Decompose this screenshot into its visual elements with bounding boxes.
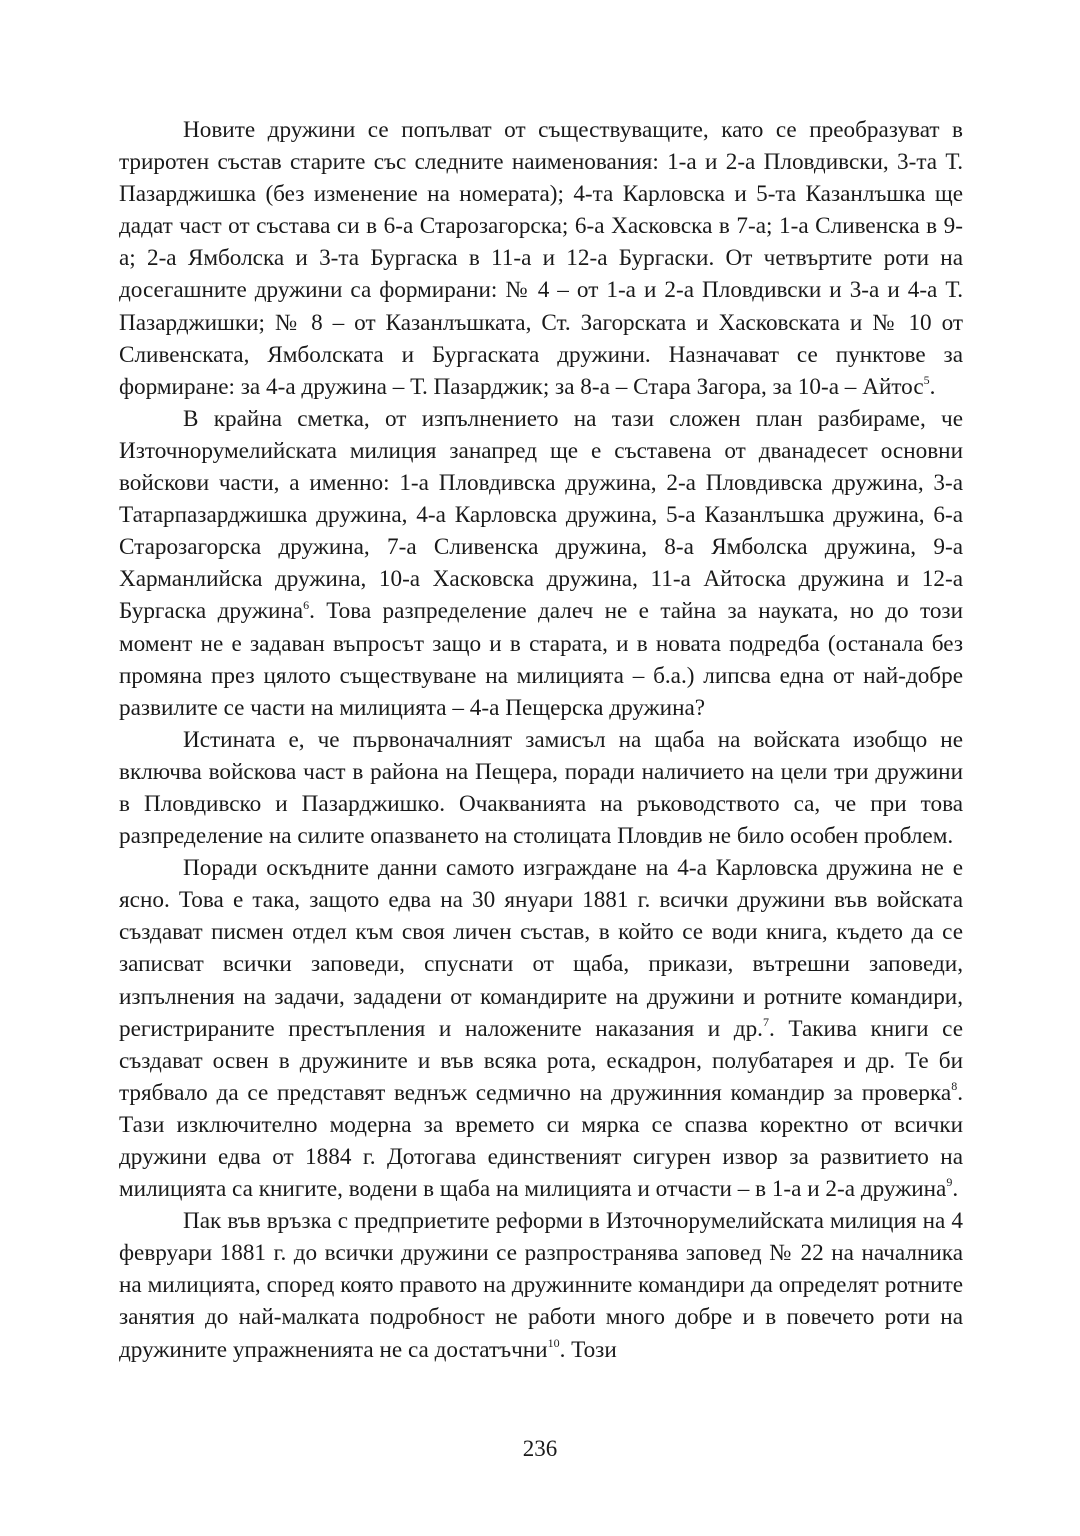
paragraph-text: . (952, 1176, 959, 1203)
paragraph-text: Пак във връзка с предприетите реформи в Източнорумелийската милиция на 4 февруари 1881 г. до всички дружини се разпространява заповед № 22 на началника на милицията, според която правото на дружинните командири да определят ротните занятия до най-малката подробност не работи много добре и в повечето роти на дружините упражненията не са достатъчни (119, 1208, 963, 1363)
paragraph-text: Истината е, че първоначалният замисъл на щаба на войската изобщо не включва войскова част в района на Пещера, поради наличието на цели три дружини в Пловдивско и Пазарджишко. Очакванията на ръководството са, че при това разпределение на силите опазването на столицата Пловдив не било особен проблем. (119, 726, 963, 850)
paragraph-text: Новите дружини се попълват от съществуващите, като се преобразуват в триротен състав старите със следните наименования: 1-а и 2-а Пловдивски, 3-та Т. Пазарджишка (без изменение на номерата); 4-та Карловска и 5-та Казанлъшка ще дадат част от състава си в 6-а Старозагорска; 6-а Хасковска в 7-а; 1-а Сливенска в 9-а; 2-а Ямболска и 3-та Бургаска в 11-а и 12-а Бургаски. От четвъртите роти на досегашните дружини са формирани: № 4 – от 1-а и 2-а Пловдивски и 3-а и 4-а Т. Пазарджишки; № 8 – от Казанлъшката, Ст. Загорската и Хасковската и № 10 от Сливенската, Ямболската и Бургаската дружини. Назначават се пунктове за формиране: за 4-а дружина – Т. Пазарджик; за 8-а – Стара Загора, за 10-а – Айтос (119, 117, 963, 400)
footnote-marker: 6 (303, 597, 310, 612)
paragraph-text: . Това разпределение далеч не е тайна за науката, но до този момент не е задаван въпросът защо и в старата, и в новата подредба (останала без промяна през цялото съществуване на милицията – б.а.) липсва една от най-добре развилите се части на милицията – 4-а Пещерска дружина? (119, 598, 963, 721)
footnote-marker: 9 (946, 1175, 953, 1190)
paragraph-text: . (929, 373, 936, 400)
paragraph-text: Поради оскъдните данни самото изграждане на 4-а Карловска дружина не е ясно. Това е така, защото едва на 30 януари 1881 г. всички дружини във войската създават писмен отдел към своя личен състав, в който се води книга, където да се записват всички заповеди, спуснати от щаба, прикази, вътрешни заповеди, изпълнения на задачи, зададени от командирите на дружини и ротните командири, регистрираните престъпления и наложените наказания и др. (119, 855, 963, 1042)
paragraph (119, 852, 963, 1205)
paragraph (119, 724, 963, 852)
paragraph (119, 1205, 963, 1365)
paragraph (119, 403, 963, 724)
paragraph-text: . Този (559, 1336, 617, 1363)
paragraph-text: В крайна сметка, от изпълнението на тази сложен план разбираме, че Източнорумелийската милиция занапред ще е съставена от дванадесет основни войскови части, а именно: 1-а Пловдивска дружина, 2-а Пловдивска дружина, 3-а Татарпазарджишка дружина, 4-а Карловска дружина, 5-а Казанлъшка дружина, 6-а Старозагорска дружина, 7-а Сливенска дружина, 8-а Ямболска дружина, 9-а Харманлийска дружина, 10-а Хасковска дружина, 11-а Айтоска дружина и 12-а Бургаска дружина (119, 405, 963, 625)
document-page (119, 114, 963, 1366)
footnote-marker: 8 (951, 1079, 958, 1094)
footnote-marker: 7 (762, 1014, 769, 1029)
page-number: 236 (522, 1436, 558, 1461)
paragraph (119, 114, 963, 403)
paragraph-text: . Такива книги се създават освен в дружините и във всяка рота, ескадрон, полубатарея и др. Те би трябвало да се представят веднъж седмично на дружинния командир за проверка (119, 1015, 963, 1106)
footnote-marker: 5 (923, 373, 930, 388)
footnote-marker: 10 (547, 1335, 560, 1350)
paragraph-text: . Тази изключително модерна за времето си мярка се спазва коректно от всички дружини едва от 1884 г. Дотогава единственият сигурен извор за развитието на милицията са книгите, водени в щаба на милицията и отчасти – в 1-а и 2-а дружина (119, 1079, 963, 1203)
